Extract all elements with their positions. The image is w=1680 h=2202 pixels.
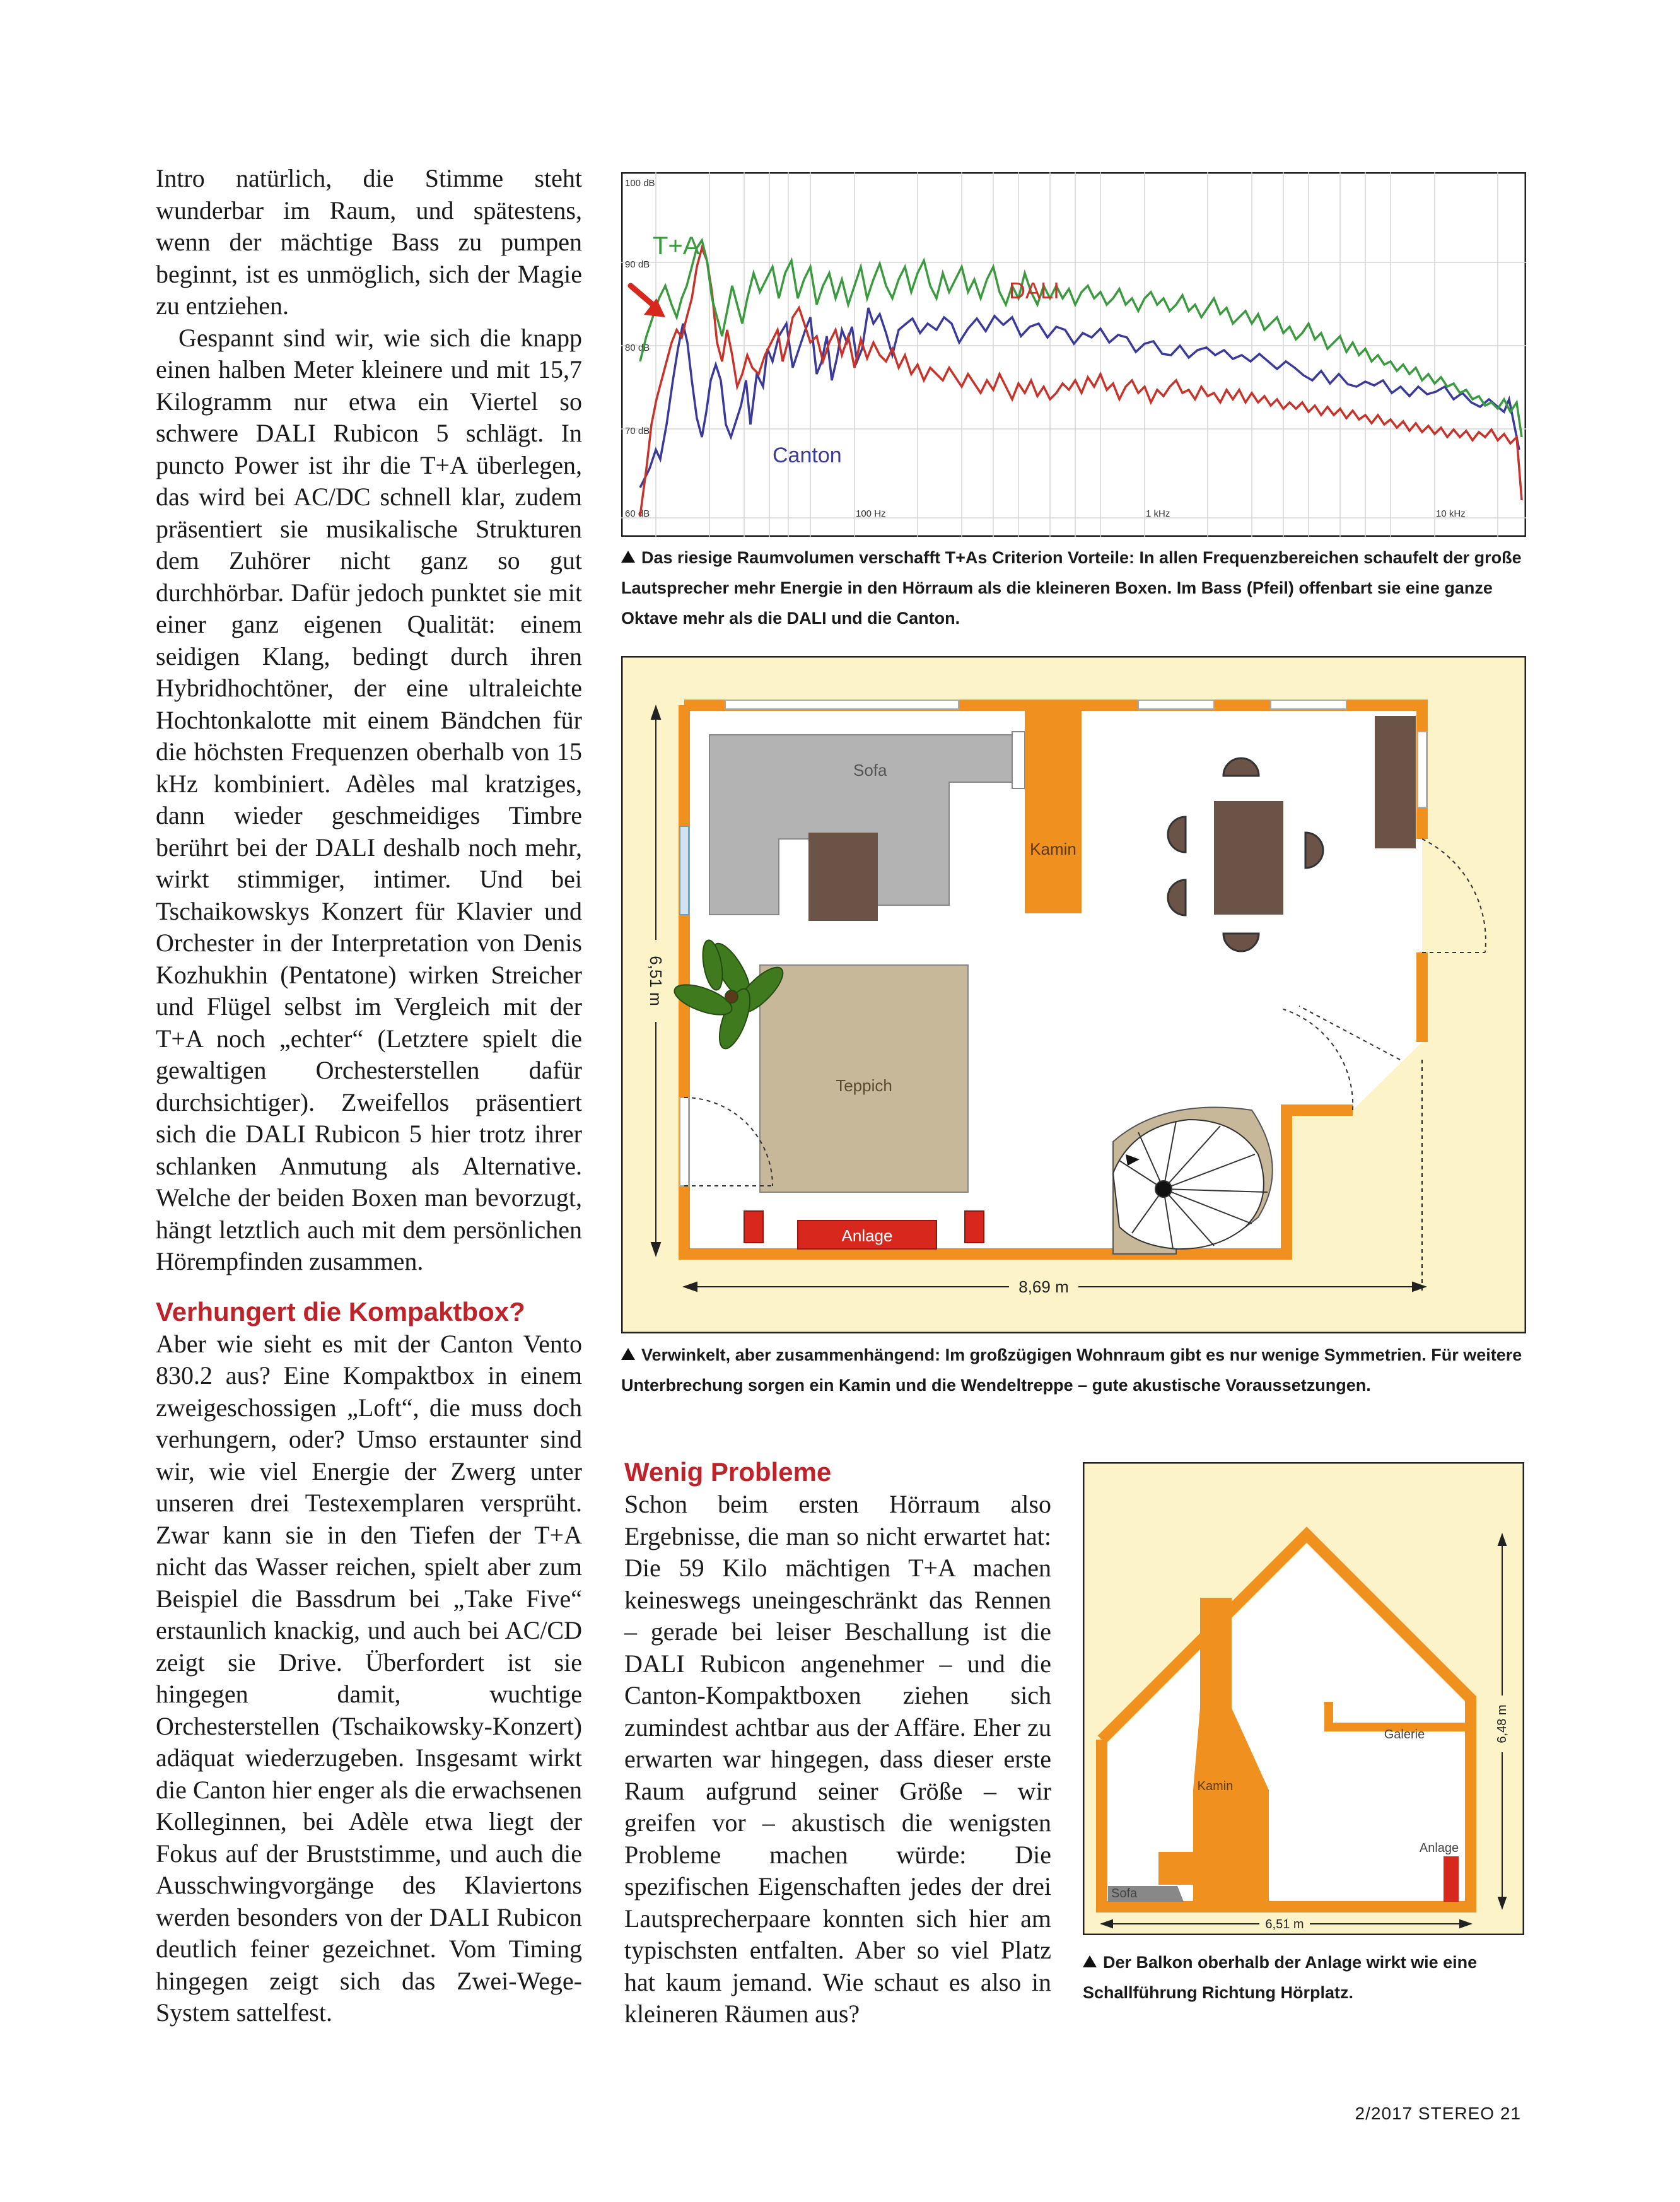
x-tick-label: 1 kHz [1146,508,1170,519]
floor-plan [621,656,1526,1333]
paragraph: Intro natürlich, die Stimme steht wunderbar im Raum, und spätestens, wenn der mächtige Bass zu pumpen beginnt, ist es unmöglich, sich der Magie zu entziehen. [156,164,582,320]
label-teppich: Teppich [836,1076,892,1095]
window [1418,732,1426,807]
label-sofa: Sofa [1111,1887,1138,1900]
section-heading: Wenig Probleme [624,1457,832,1487]
y-tick-label: 90 dB [625,259,650,270]
text-column-left [156,163,582,2029]
side-table [1012,732,1025,788]
label-anlage: Anlage [841,1226,893,1245]
section-caption [1083,1947,1537,2008]
label-sofa: Sofa [853,761,887,780]
label-kamin: Kamin [1197,1779,1234,1793]
caption-text: Der Balkon oberhalb der Anlage wirkt wie eine Schallführung Richtung Hörplatz. [1083,1953,1478,2002]
dimension-height-label: 6,48 m [1495,1704,1509,1743]
y-tick-label: 70 dB [625,426,650,436]
dimension-width-label: 6,51 m [1265,1918,1304,1931]
window [680,1098,689,1186]
caption-triangle-icon [621,1348,635,1360]
label-galerie: Galerie [1384,1728,1425,1742]
paragraph: Aber wie sieht es mit der Canton Vento 830.2 aus? Eine Kompaktbox in einem zweigeschossigen „Loft“, die muss doch verhungern, oder? Umso erstaunter sind wir, wie viel Energie der Zwerg unter unseren drei Testexemplaren versprüht. Zwar kann sie in den Tiefen der T+A nicht das Wasser reichen, spielt aber zum Beispiel die Bassdrum bei „Take Five“ erstaunlich knackig, und auch bei AC/CD zeigt sie Drive. Überfordert ist sie hingegen damit, wuchtige Orchesterstellen (Tschaikowsky-Konzert) adäquat wiederzugeben. Insgesamt wirkt die Canton hier enger als die erwachsenen Kolleginnen, bei Adèle etwa liegt der Fokus auf der Bruststimme, und auch die Ausschwingvorgänge des Klaviertons werden besonders von der DALI Rubicon deutlich feiner gezeichnet. Vom Timing hingegen zeigt sich das Zwei-Wege-System sattelfest. [156,1329,582,2027]
caption-text: Das riesige Raumvolumen verschafft T+As Criterion Vorteile: In allen Frequenzbereichen schaufelt der große Lautsprecher mehr Energie in den Hörraum als die kleineren Boxen. Im Bass (Pfeil) offenbart sie eine ganze Oktave mehr als die DALI und die Canton. [621,548,1522,628]
y-tick-label: 80 dB [625,343,650,353]
x-tick-label: 10 kHz [1436,508,1466,519]
caption-text: Verwinkelt, aber zusammenhängend: Im großzügigen Wohnraum gibt es nur wenige Symmetrien. Für weitere Unterbrechung sorgen ein Kamin und die Wendeltreppe – gute akustische Voraussetzungen. [621,1345,1522,1395]
paragraph: Gespannt sind wir, wie sich die knapp einen halben Meter kleinere und mit 15,7 Kilogramm nur etwa ein Viertel so schwere DALI Rubicon 5 schlägt. In puncto Power ist ihr die T+A überlegen, das wird bei AC/DC schnell klar, zudem präsentiert sie musikalische Strukturen dem Zuhörer nicht ganz so gut durchhörbar. Dafür jedoch punktet sie mit einer ganz eigenen Qualität: einem seidigen Klang, bedingt durch ihren Hybridhochtöner, der eine ultraleichte Hochtonkalotte mit einem Bändchen für die höchsten Frequenzen oberhalb von 15 kHz kombiniert. Adèles mal kratziges, dann wieder geschmeidiges Timbre berührt bei der DALI deshalb noch mehr, wirkt stimmiger, intimer. Und bei Tschaikowskys Konzert für Klavier und Orchester in der Interpretation von Denis Kozhukhin (Pentatone) wirken Streicher und Flügel selbst im Vergleich mit der T+A noch „echter“ (Letztere spielt die gewaltigen Orchesterstellen dafür durchsichtiger). Zweifellos präsentiert sich die DALI Rubicon 5 hier trotz ihrer schlanken Anmutung als Alternative. Welche der beiden Boxen man bevorzugt, hängt letztlich auch mit dem persönlichen Hörempfinden zusammen. [156,323,582,1275]
y-tick-label: 100 dB [625,178,655,189]
speaker-icon [1444,1856,1459,1902]
caption-triangle-icon [1083,1955,1097,1967]
series-label-canton: Canton [773,443,842,467]
coffee-table [808,833,878,921]
dimension-width-label: 8,69 m [1018,1277,1069,1296]
window [680,826,689,915]
label-anlage: Anlage [1419,1841,1459,1855]
dimension-height-label: 6,51 m [646,956,665,1006]
window [1271,700,1346,709]
bookshelf [1375,716,1416,848]
x-tick-label: 100 Hz [856,508,886,519]
y-tick-label: 60 dB [625,508,650,519]
caption-triangle-icon [621,551,635,563]
label-kamin: Kamin [1030,840,1076,858]
window [1138,700,1214,709]
floorplan-caption [621,1340,1529,1400]
page-footer: 2/2017 STEREO 21 [1355,2104,1521,2123]
chart-caption [621,542,1529,633]
series-label-dali: DALI [1009,278,1060,303]
window [725,700,959,709]
section-heading: Verhungert die Kompaktbox? [156,1296,525,1326]
dining-table [1214,801,1283,915]
paragraph: Schon beim ersten Hörraum also Ergebnisse, die man so nicht erwartet hat: Die 59 Kilo mächtigen T+A machen keineswegs uneingeschränkt das Rennen – gerade bei leiser Beschallung ist die DALI Rubicon angenehmer – und die Canton-Kompaktboxen ziehen sich zumindest achtbar aus der Affäre. Eher zu erwarten war hingegen, dass dieser erste Raum aufgrund seiner Größe – wir greifen vor – akustisch die wenigsten Probleme machen würde: Die spezifischen Eigenschaften jedes der drei Lautsprecherpaare konnten sich hier am typischsten entfalten. Aber so viel Platz hat kaum jemand. Wie schaut es also in kleineren Räumen aus? [624,1490,1051,2028]
fireplace [1025,705,1082,913]
frequency-response-chart [621,172,1526,537]
section-diagram [1083,1462,1524,1935]
series-label-ta: T+A [653,232,700,260]
text-column-middle [624,1456,1051,2030]
